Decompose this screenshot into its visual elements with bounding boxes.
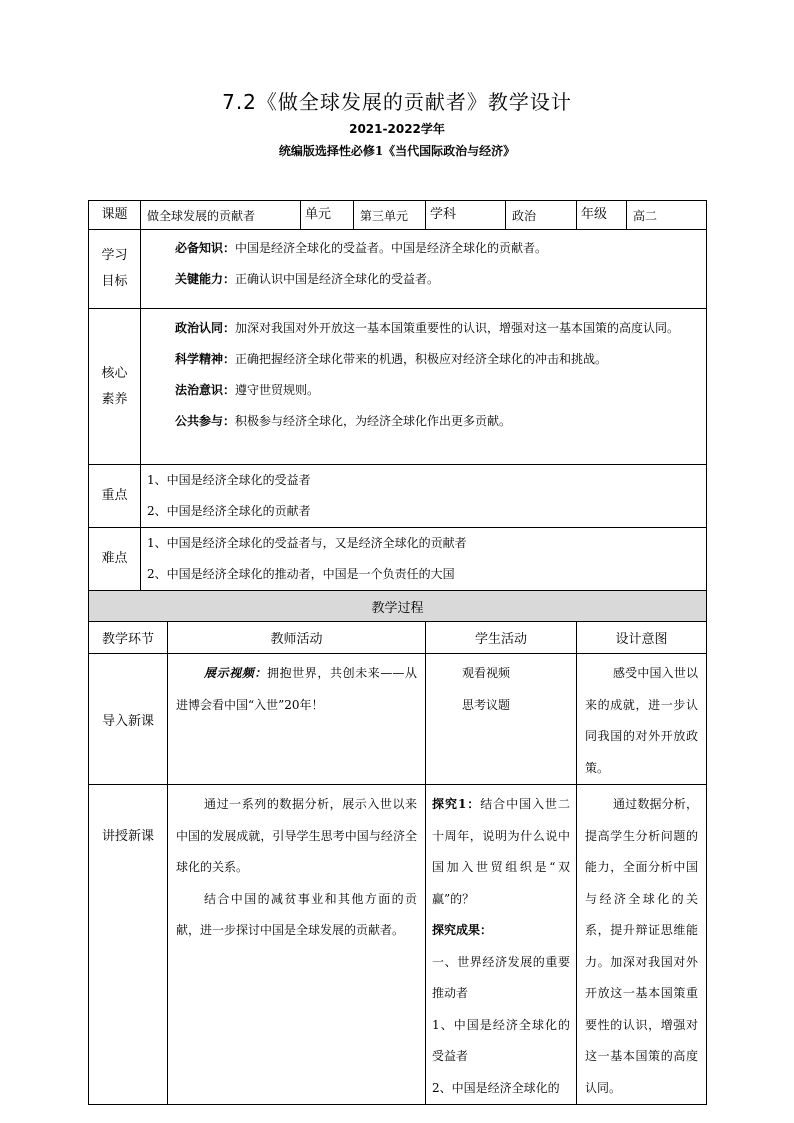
teacher-paragraph: 结合中国的减贫事业和其他方面的贡献，进一步探讨中国是全球发展的贡献者。 bbox=[176, 891, 418, 937]
goals-row bbox=[89, 230, 707, 309]
student-question: 探究1：结合中国入世二十周年，说明为什么说中国加入世贸组织是“双赢”的？ bbox=[432, 797, 571, 906]
topic-value: 做全球发展的贡献者 bbox=[141, 201, 301, 230]
difficulties-content bbox=[141, 528, 707, 591]
difficulties-label: 难点 bbox=[89, 528, 141, 591]
literacy-label-line2: 素养 bbox=[101, 391, 128, 407]
stage-cell: 讲授新课 bbox=[89, 785, 168, 1105]
literacy-label-line1: 核心 bbox=[101, 365, 128, 381]
unit-value: 第三单元 bbox=[354, 201, 426, 230]
header-stage: 教学环节 bbox=[89, 622, 168, 654]
teacher-cell: 展示视频：拥抱世界，共创未来——从进博会看中国“入世”20年！ bbox=[168, 654, 426, 785]
student-line: 1、中国是经济全球化的受益者 bbox=[432, 1017, 571, 1063]
goal-item: 关键能力：正确认识中国是经济全球化的受益者。 bbox=[175, 272, 440, 286]
goals-label-line1: 学习 bbox=[101, 248, 128, 263]
process-title: 教学过程 bbox=[89, 591, 707, 622]
literacy-item: 公共参与：积极参与经济全球化，为经济全球化作出更多贡献。 bbox=[175, 414, 512, 428]
intent-cell: 感受中国入世以来的成就，进一步认同我国的对外开放政策。 bbox=[577, 654, 707, 785]
subject-value: 政治 bbox=[506, 201, 577, 230]
stage-cell: 导入新课 bbox=[89, 654, 168, 785]
key-points-row bbox=[89, 465, 707, 528]
topic-label: 课题 bbox=[89, 201, 141, 230]
key-points-label: 重点 bbox=[89, 465, 141, 528]
student-cell bbox=[426, 785, 577, 1105]
process-row-teaching bbox=[89, 785, 707, 1105]
header-student: 学生活动 bbox=[426, 622, 577, 654]
teacher-cell bbox=[168, 785, 426, 1105]
literacy-item: 科学精神：正确把握经济全球化带来的机遇，积极应对经济全球化的冲击和挑战。 bbox=[175, 352, 608, 366]
literacy-row bbox=[89, 309, 707, 465]
school-year: 2021-2022学年 bbox=[349, 122, 445, 136]
header-teacher: 教师活动 bbox=[168, 622, 426, 654]
teacher-paragraph: 通过一系列的数据分析，展示入世以来中国的发展成就，引导学生思考中国与经济全球化的关系。 bbox=[176, 797, 418, 874]
literacy-label bbox=[89, 309, 141, 465]
literacy-content bbox=[141, 309, 707, 465]
literacy-item: 政治认同：加深对我国对外开放这一基本国策重要性的认识，增强对这一基本国策的高度认同。 bbox=[175, 321, 680, 335]
goal-item: 必备知识：中国是经济全球化的受益者。中国是经济全球化的贡献者。 bbox=[175, 241, 548, 255]
literacy-item: 法治意识：遵守世贸规则。 bbox=[175, 383, 320, 397]
process-header-row bbox=[89, 622, 707, 654]
student-line: 观看视频 bbox=[462, 666, 511, 680]
info-row bbox=[89, 201, 707, 230]
student-cell bbox=[426, 654, 577, 785]
grade-value: 高二 bbox=[627, 201, 707, 230]
grade-label: 年级 bbox=[577, 201, 627, 230]
process-title-row bbox=[89, 591, 707, 622]
difficulty-item: 2、中国是经济全球化的推动者，中国是一个负责任的大国 bbox=[147, 567, 455, 581]
student-line: 2、中国是经济全球化的 bbox=[432, 1080, 560, 1095]
textbook-edition: 统编版选择性必修1《当代国际政治与经济》 bbox=[278, 144, 516, 158]
student-result-heading: 探究成果： bbox=[432, 923, 493, 937]
subject-label: 学科 bbox=[426, 201, 506, 230]
student-line: 思考议题 bbox=[462, 697, 511, 712]
goals-label bbox=[89, 230, 141, 309]
key-point-item: 1、中国是经济全球化的受益者 bbox=[147, 473, 311, 487]
intent-cell: 通过数据分析，提高学生分析问题的能力，全面分析中国与经济全球化的关系，提升辩证思维能力。加深对我国对外开放这一基本国策重要性的认识，增强对这一基本国策的高度认同。 bbox=[577, 785, 707, 1105]
goals-label-line2: 目标 bbox=[101, 274, 128, 289]
goals-content bbox=[141, 230, 707, 309]
key-point-item: 2、中国是经济全球化的贡献者 bbox=[147, 504, 311, 518]
difficulty-item: 1、中国是经济全球化的受益者与，又是经济全球化的贡献者 bbox=[147, 536, 467, 550]
header-intent: 设计意图 bbox=[577, 622, 707, 654]
document-title: 7.2《做全球发展的贡献者》教学设计 bbox=[222, 90, 572, 114]
process-row-intro bbox=[89, 654, 707, 785]
lesson-plan-table bbox=[88, 200, 707, 1105]
difficulties-row bbox=[89, 528, 707, 591]
student-line: 一、世界经济发展的重要推动者 bbox=[432, 954, 571, 1000]
key-points-content bbox=[141, 465, 707, 528]
unit-label: 单元 bbox=[301, 201, 354, 230]
